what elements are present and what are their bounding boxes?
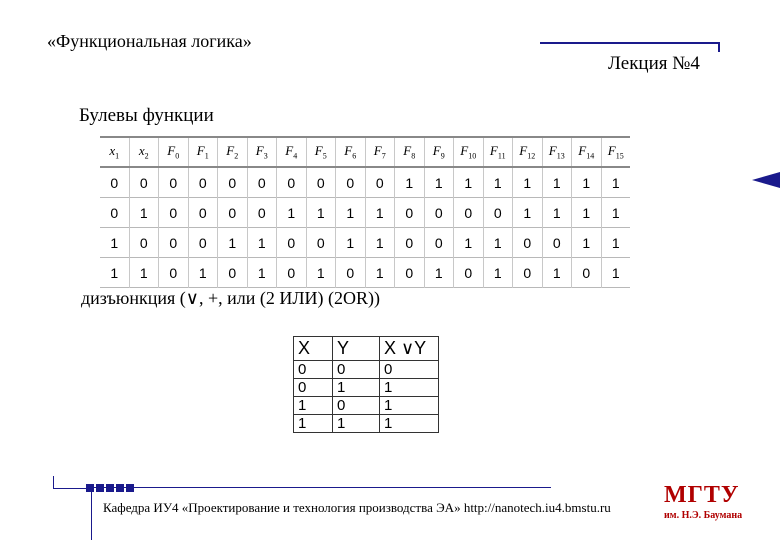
truth-cell: 0 <box>424 198 454 228</box>
or-cell: 1 <box>380 415 439 433</box>
truth-header-cell: $F_0$ <box>159 137 189 167</box>
truth-header-cell: $F_{14}$ <box>572 137 602 167</box>
truth-cell: 1 <box>188 258 218 288</box>
truth-cell: 0 <box>572 258 602 288</box>
truth-cell: 1 <box>601 228 630 258</box>
truth-cell: 1 <box>277 198 307 228</box>
truth-table-header-row <box>100 137 630 167</box>
truth-cell: 1 <box>601 167 630 198</box>
logo-title: МГТУ <box>664 482 740 508</box>
truth-cell: 1 <box>336 228 366 258</box>
truth-cell: 1 <box>336 198 366 228</box>
course-title: «Функциональная логика» <box>47 31 252 51</box>
or-table-row <box>294 379 439 397</box>
truth-cell: 0 <box>218 258 248 288</box>
truth-cell: 0 <box>513 228 543 258</box>
or-cell: 0 <box>294 361 333 379</box>
truth-cell: 0 <box>110 174 119 191</box>
truth-cell: 0 <box>129 228 159 258</box>
side-marker <box>752 172 780 188</box>
truth-cell: 0 <box>159 228 189 258</box>
disjunction-label: дизъюнкция (∨, +, или (2 ИЛИ) (2OR)) <box>81 288 381 308</box>
truth-header-cell: $F_1$ <box>188 137 218 167</box>
truth-cell: 0 <box>395 228 425 258</box>
truth-cell: 0 <box>159 167 189 198</box>
truth-cell: 1 <box>483 228 513 258</box>
truth-header-cell: $F_3$ <box>247 137 277 167</box>
truth-cell: 0 <box>110 204 119 221</box>
footer-dots <box>86 479 136 497</box>
truth-cell: 1 <box>513 167 543 198</box>
truth-cell: 1 <box>424 258 454 288</box>
truth-cell: 1 <box>129 198 159 228</box>
truth-cell: 1 <box>247 228 277 258</box>
truth-cell: 1 <box>572 198 602 228</box>
truth-cell: 0 <box>306 228 336 258</box>
truth-cell: 1 <box>483 167 513 198</box>
truth-cell: 0 <box>188 167 218 198</box>
truth-table-row <box>100 258 630 288</box>
truth-cell: 0 <box>277 258 307 288</box>
truth-cell: 0 <box>218 198 248 228</box>
truth-cell: 0 <box>424 228 454 258</box>
or-cell: 1 <box>380 379 439 397</box>
lecture-number: Лекция №4 <box>608 53 700 74</box>
truth-header-cell: $F_4$ <box>277 137 307 167</box>
truth-cell: 0 <box>336 258 366 288</box>
truth-cell: 0 <box>395 258 425 288</box>
truth-cell: 0 <box>247 198 277 228</box>
or-cell: 0 <box>333 361 380 379</box>
truth-cell: 0 <box>277 167 307 198</box>
truth-cell: 0 <box>395 198 425 228</box>
or-cell: 1 <box>333 415 380 433</box>
or-table-header-row <box>294 337 439 361</box>
truth-cell: 1 <box>483 258 513 288</box>
truth-cell: 1 <box>424 167 454 198</box>
truth-header-cell: $x_1$ <box>109 143 120 161</box>
truth-cell: 1 <box>454 228 484 258</box>
truth-header-cell: $F_5$ <box>306 137 336 167</box>
boolean-functions-table <box>100 136 630 288</box>
truth-cell: 1 <box>601 258 630 288</box>
truth-header-cell: $F_2$ <box>218 137 248 167</box>
truth-cell: 1 <box>365 228 395 258</box>
truth-cell: 1 <box>395 167 425 198</box>
truth-header-cell: $F_{13}$ <box>542 137 572 167</box>
truth-header-cell: $F_6$ <box>336 137 366 167</box>
truth-header-cell: $F_{10}$ <box>454 137 484 167</box>
footer-rule <box>91 487 551 488</box>
truth-cell: 1 <box>572 167 602 198</box>
truth-cell: 0 <box>454 258 484 288</box>
or-cell: 0 <box>333 397 380 415</box>
truth-cell: 1 <box>365 258 395 288</box>
or-truth-table <box>293 336 439 433</box>
truth-cell: 1 <box>306 258 336 288</box>
truth-cell: 0 <box>188 198 218 228</box>
truth-table-row <box>100 167 630 198</box>
or-cell: 0 <box>294 379 333 397</box>
truth-cell: 1 <box>110 264 119 281</box>
logo-subtitle: им. Н.Э. Баумана <box>664 510 743 521</box>
truth-cell: 0 <box>513 258 543 288</box>
truth-cell: 0 <box>277 228 307 258</box>
truth-cell: 1 <box>306 198 336 228</box>
truth-cell: 1 <box>247 258 277 288</box>
truth-cell: 0 <box>159 198 189 228</box>
truth-cell: 0 <box>306 167 336 198</box>
section-title: Булевы функции <box>79 105 214 126</box>
truth-cell: 1 <box>601 198 630 228</box>
truth-header-cell: $F_8$ <box>395 137 425 167</box>
truth-cell: 0 <box>336 167 366 198</box>
or-table-row <box>294 361 439 379</box>
truth-cell: 1 <box>129 258 159 288</box>
truth-cell: 0 <box>542 228 572 258</box>
truth-header-cell: $F_7$ <box>365 137 395 167</box>
header-rule <box>540 42 720 44</box>
university-logo <box>664 482 754 521</box>
truth-cell: 0 <box>454 198 484 228</box>
footer-divider <box>91 488 92 540</box>
truth-cell: 0 <box>247 167 277 198</box>
truth-cell: 0 <box>483 198 513 228</box>
truth-header-cell: $F_9$ <box>424 137 454 167</box>
truth-table-row <box>100 228 630 258</box>
or-table-row <box>294 415 439 433</box>
truth-cell: 1 <box>542 198 572 228</box>
or-cell: 0 <box>380 361 439 379</box>
truth-header-cell: $F_{12}$ <box>513 137 543 167</box>
footer-text: Кафедра ИУ4 «Проектирование и технология производства ЭА» http://nanotech.iu4.bmstu.ru <box>103 500 611 515</box>
truth-cell: 0 <box>129 167 159 198</box>
truth-cell: 1 <box>542 167 572 198</box>
or-header-cell: X ∨Y <box>380 337 439 361</box>
truth-header-cell: $x_2$ <box>129 137 159 167</box>
truth-cell: 1 <box>513 198 543 228</box>
or-cell: 1 <box>294 397 333 415</box>
or-cell: 1 <box>294 415 333 433</box>
truth-cell: 1 <box>110 234 119 251</box>
truth-cell: 1 <box>454 167 484 198</box>
truth-table-row <box>100 198 630 228</box>
truth-cell: 0 <box>159 258 189 288</box>
or-header-cell: X <box>294 337 333 361</box>
truth-cell: 0 <box>218 167 248 198</box>
truth-cell: 1 <box>542 258 572 288</box>
truth-cell: 1 <box>572 228 602 258</box>
header-rule-tick <box>718 42 720 52</box>
or-header-cell: Y <box>333 337 380 361</box>
or-table-row <box>294 397 439 415</box>
truth-cell: 1 <box>218 228 248 258</box>
or-cell: 1 <box>380 397 439 415</box>
truth-header-cell: $F_{15}$ <box>601 137 630 167</box>
truth-cell: 0 <box>188 228 218 258</box>
truth-cell: 1 <box>365 198 395 228</box>
or-cell: 1 <box>333 379 380 397</box>
truth-header-cell: $F_{11}$ <box>483 137 513 167</box>
truth-cell: 0 <box>365 167 395 198</box>
